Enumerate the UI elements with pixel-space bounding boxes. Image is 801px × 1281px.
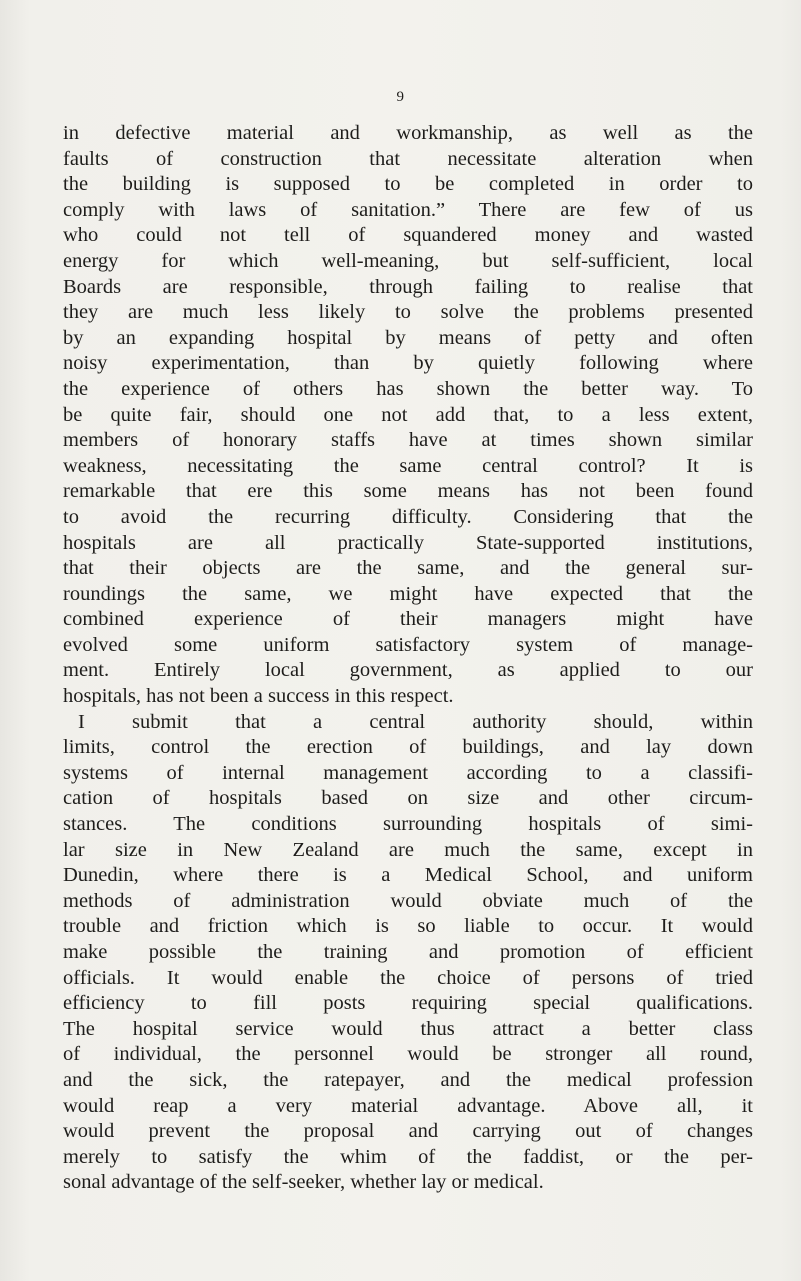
text-line: efficiency to fill posts requiring special qualifications.	[63, 992, 753, 1015]
text-line: combined experience of their managers might have	[63, 608, 753, 631]
text-line: methods of administration would obviate much of the	[63, 889, 753, 912]
text-line: The hospital service would thus attract a better class	[63, 1017, 753, 1040]
text-line: Dunedin, where there is a Medical School, and uniform	[63, 864, 753, 887]
text-line: evolved some uniform satisfactory system of manage-	[63, 633, 753, 656]
text-line: would reap a very material advantage. Above all, it	[63, 1094, 753, 1117]
text-line: Boards are responsible, through failing to realise that	[63, 275, 753, 298]
text-line: sonal advantage of the self-seeker, whether lay or medical.	[63, 1171, 544, 1194]
text-line: systems of internal management according to a classifi-	[63, 761, 753, 784]
text-line: noisy experimentation, than by quietly following where	[63, 352, 753, 375]
text-line: the building is supposed to be completed in order to	[63, 173, 753, 196]
text-line: ment. Entirely local government, as applied to our	[63, 659, 753, 682]
text-line: faults of construction that necessitate alteration when	[63, 147, 753, 170]
text-line: and the sick, the ratepayer, and the medical profession	[63, 1068, 753, 1091]
text-line: officials. It would enable the choice of persons of tried	[63, 966, 753, 989]
text-line: comply with laws of sanitation.” There are few of us	[63, 198, 753, 221]
text-line: limits, control the erection of buildings, and lay down	[63, 736, 753, 759]
text-line: members of honorary staffs have at times shown similar	[63, 429, 753, 452]
text-line: trouble and friction which is so liable to occur. It would	[63, 915, 753, 938]
text-line: merely to satisfy the whim of the faddist, or the per-	[63, 1145, 753, 1168]
text-line: to avoid the recurring difficulty. Considering that the	[63, 505, 753, 528]
text-line: by an expanding hospital by means of petty and often	[63, 326, 753, 349]
paragraph	[63, 710, 753, 1196]
text-line: would prevent the proposal and carrying out of changes	[63, 1120, 753, 1143]
text-line: who could not tell of squandered money and wasted	[63, 224, 753, 247]
page-number: 9	[396, 89, 405, 105]
text-line: energy for which well-meaning, but self-sufficient, local	[63, 249, 753, 272]
paragraph	[63, 121, 753, 710]
text-line: remarkable that ere this some means has not been found	[63, 480, 753, 503]
text-line: lar size in New Zealand are much the same, except in	[63, 838, 753, 861]
text-line: weakness, necessitating the same central control? It is	[63, 454, 753, 477]
text-line: of individual, the personnel would be stronger all round,	[63, 1043, 753, 1066]
text-line: hospitals, has not been a success in this respect.	[63, 685, 454, 708]
text-line: in defective material and workmanship, as well as the	[63, 122, 753, 144]
text-line: I submit that a central authority should, within	[78, 710, 753, 733]
text-line: stances. The conditions surrounding hospitals of simi-	[63, 813, 753, 836]
text-line: that their objects are the same, and the general sur-	[63, 557, 753, 580]
body-text	[63, 121, 753, 1196]
text-line: hospitals are all practically State-supported institutions,	[63, 531, 753, 554]
text-line: roundings the same, we might have expected that the	[63, 582, 753, 605]
text-line: be quite fair, should one not add that, to a less extent,	[63, 403, 753, 426]
text-line: cation of hospitals based on size and other circum-	[63, 787, 753, 810]
text-line: the experience of others has shown the better way. To	[63, 377, 753, 400]
text-line: make possible the training and promotion of efficient	[63, 941, 753, 963]
text-line: they are much less likely to solve the problems presented	[63, 301, 753, 324]
